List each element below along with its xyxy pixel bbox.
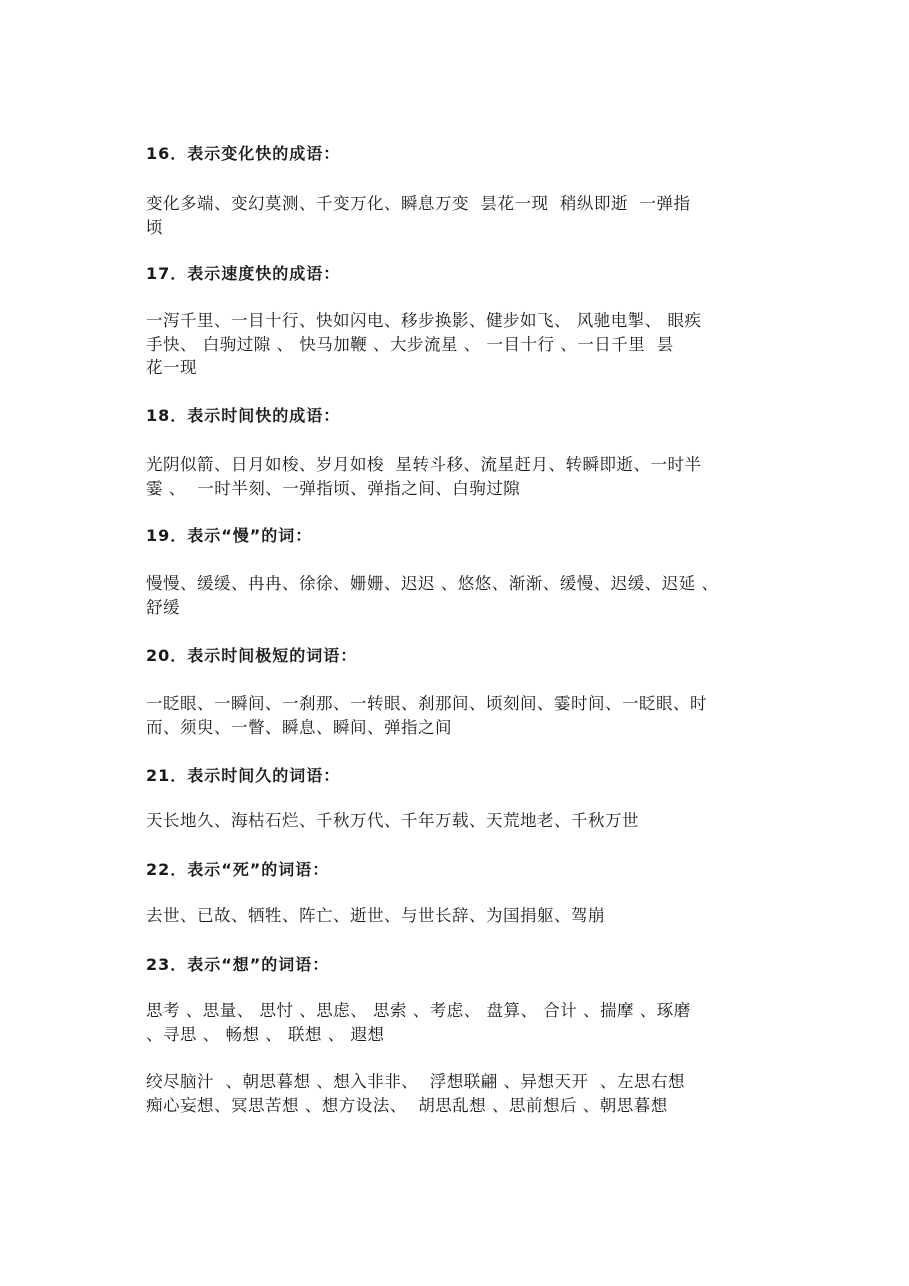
section-paragraph bbox=[146, 453, 768, 500]
paragraph-line: 一泻千里、一目十行、快如闪电、移步换影、健步如飞、 风驰电掣、 眼疾 bbox=[146, 311, 702, 330]
paragraph-line: 而、须臾、一瞥、瞬息、瞬间、弹指之间 bbox=[146, 717, 452, 737]
section-heading: 18．表示时间快的成语： bbox=[146, 406, 341, 425]
paragraph-line: 顷 bbox=[146, 217, 163, 237]
paragraph-line: 去世、已故、牺牲、阵亡、逝世、与世长辞、为国捐躯、驾崩 bbox=[146, 906, 605, 925]
paragraph-line: 光阴似箭、日月如梭、岁月如梭 星转斗移、流星赶月、转瞬即逝、一时半 bbox=[146, 455, 702, 474]
section-heading: 23．表示“想”的词语： bbox=[146, 955, 330, 974]
section-paragraph bbox=[146, 999, 768, 1046]
paragraph-line: 痴心妄想、冥思苦想 、想方设法、 胡思乱想 、思前想后 、朝思暮想 bbox=[146, 1095, 668, 1115]
section-paragraph bbox=[146, 192, 768, 239]
section-paragraph bbox=[146, 809, 768, 833]
section-20 bbox=[146, 644, 768, 737]
section-19 bbox=[146, 524, 768, 617]
paragraph-line: 一眨眼、一瞬间、一刹那、一转眼、刹那间、顷刻间、霎时间、一眨眼、时 bbox=[146, 694, 707, 713]
section-paragraph bbox=[146, 692, 768, 739]
section-heading: 17．表示速度快的成语： bbox=[146, 264, 341, 283]
paragraph-line: 思考 、思量、 思忖 、思虑、 思索 、考虑、 盘算、 合计 、揣摩 、琢磨 bbox=[146, 1001, 691, 1020]
section-heading: 16．表示变化快的成语： bbox=[146, 144, 341, 163]
paragraph-line: 慢慢、缓缓、冉冉、徐徐、姗姗、迟迟 、悠悠、渐渐、缓慢、迟缓、迟延 、 bbox=[146, 574, 719, 593]
section-16 bbox=[146, 142, 768, 237]
section-paragraph bbox=[146, 1070, 768, 1117]
section-17 bbox=[146, 262, 768, 377]
section-heading: 21．表示时间久的词语： bbox=[146, 766, 341, 785]
paragraph-line: 变化多端、变幻莫测、千变万化、瞬息万变 昙花一现 稍纵即逝 一弹指 bbox=[146, 194, 691, 213]
paragraph-line: 手快、 白驹过隙 、 快马加鞭 、大步流星 、 一目十行 、一日千里 昙 bbox=[146, 334, 674, 354]
section-21 bbox=[146, 764, 768, 830]
paragraph-line: 绞尽脑汁 、朝思暮想 、想入非非、 浮想联翩 、异想天开 、左思右想 bbox=[146, 1072, 685, 1091]
section-heading: 22．表示“死”的词语： bbox=[146, 860, 330, 879]
paragraph-line: 、寻思 、 畅想 、 联想 、 遐想 bbox=[146, 1024, 385, 1044]
paragraph-line: 舒缓 bbox=[146, 597, 180, 617]
paragraph-line: 花一现 bbox=[146, 358, 197, 377]
section-22 bbox=[146, 858, 768, 925]
paragraph-line: 天长地久、海枯石烂、千秋万代、千年万载、天荒地老、千秋万世 bbox=[146, 811, 639, 830]
paragraph-line: 霎 、 一时半刻、一弹指顷、弹指之间、白驹过隙 bbox=[146, 478, 521, 498]
section-paragraph bbox=[146, 309, 768, 380]
section-23 bbox=[146, 953, 768, 1115]
section-18 bbox=[146, 404, 768, 498]
section-heading: 20．表示时间极短的词语： bbox=[146, 646, 358, 665]
section-heading: 19．表示“慢”的词： bbox=[146, 526, 313, 545]
section-paragraph bbox=[146, 572, 768, 619]
section-paragraph bbox=[146, 904, 768, 928]
